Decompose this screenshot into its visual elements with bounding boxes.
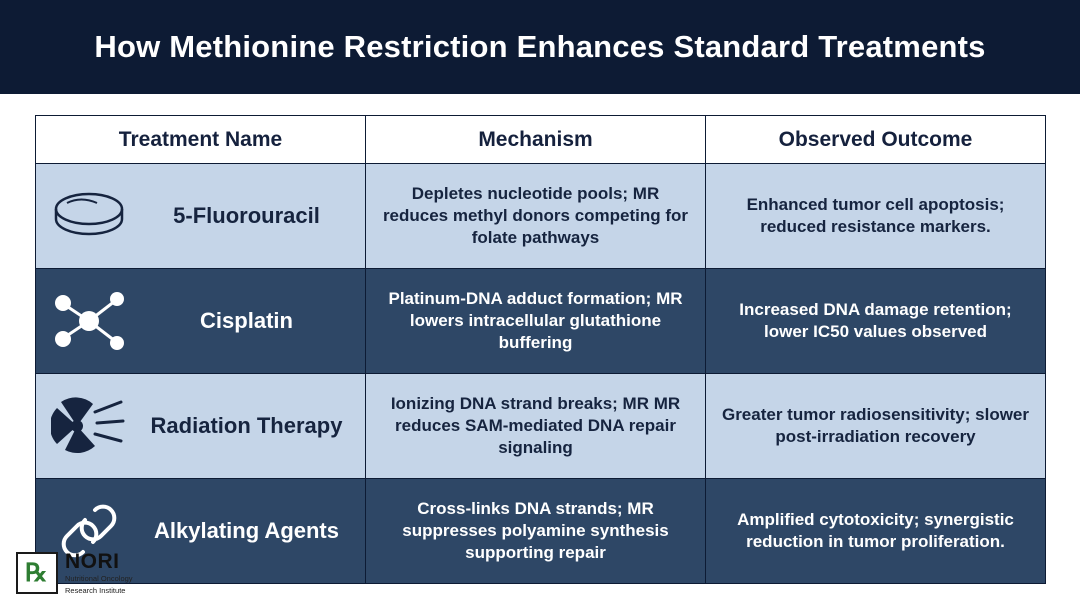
treatment-name-label: 5-Fluorouracil <box>173 202 320 228</box>
treatment-name-cell <box>36 164 366 269</box>
mechanism-cell: Platinum-DNA adduct formation; MR lowers intracellular glutathione buffering <box>366 269 706 374</box>
treatment-table <box>35 115 1046 584</box>
logo-name: NORI <box>65 550 120 574</box>
outcome-cell: Increased DNA damage retention; lower IC50 values observed <box>706 269 1046 374</box>
molecule-icon <box>46 286 132 356</box>
table-row <box>36 479 1046 584</box>
mechanism-cell: Depletes nucleotide pools; MR reduces methyl donors competing for folate pathways <box>366 164 706 269</box>
treatment-name-label: Cisplatin <box>200 307 293 333</box>
outcome-cell: Enhanced tumor cell apoptosis; reduced resistance markers. <box>706 164 1046 269</box>
treatment-name-label: Radiation Therapy <box>150 412 343 438</box>
pill-tablet-icon <box>46 181 132 251</box>
treatment-name-label: Alkylating Agents <box>154 517 339 543</box>
table-row <box>36 374 1046 479</box>
table-body <box>36 164 1046 584</box>
treatment-name-cell <box>36 269 366 374</box>
mechanism-cell: Ionizing DNA strand breaks; MR MR reduces SAM-mediated DNA repair signaling <box>366 374 706 479</box>
column-header-observed-outcome: Observed Outcome <box>706 116 1046 164</box>
outcome-cell: Greater tumor radiosensitivity; slower post-irradiation recovery <box>706 374 1046 479</box>
page-title: How Methionine Restriction Enhances Standard Treatments <box>94 29 986 64</box>
treatment-table-wrapper <box>35 115 1045 584</box>
title-bar <box>0 0 1080 94</box>
column-header-treatment-name: Treatment Name <box>36 116 366 164</box>
table-header-row <box>36 116 1046 164</box>
nori-logo <box>16 551 133 595</box>
outcome-cell: Amplified cytotoxicity; synergistic reduction in tumor proliferation. <box>706 479 1046 584</box>
mechanism-cell: Cross-links DNA strands; MR suppresses polyamine synthesis supporting repair <box>366 479 706 584</box>
table-row <box>36 269 1046 374</box>
column-header-mechanism: Mechanism <box>366 116 706 164</box>
logo-tagline-line2: Research Institute <box>65 585 126 595</box>
treatment-name-cell <box>36 374 366 479</box>
logo-text <box>65 551 133 595</box>
table-row <box>36 164 1046 269</box>
radiation-icon <box>46 391 132 461</box>
logo-tagline-line1: Nutritional Oncology <box>65 574 133 584</box>
leaf-monogram-icon: ℞ <box>16 552 58 594</box>
table-header <box>36 116 1046 164</box>
